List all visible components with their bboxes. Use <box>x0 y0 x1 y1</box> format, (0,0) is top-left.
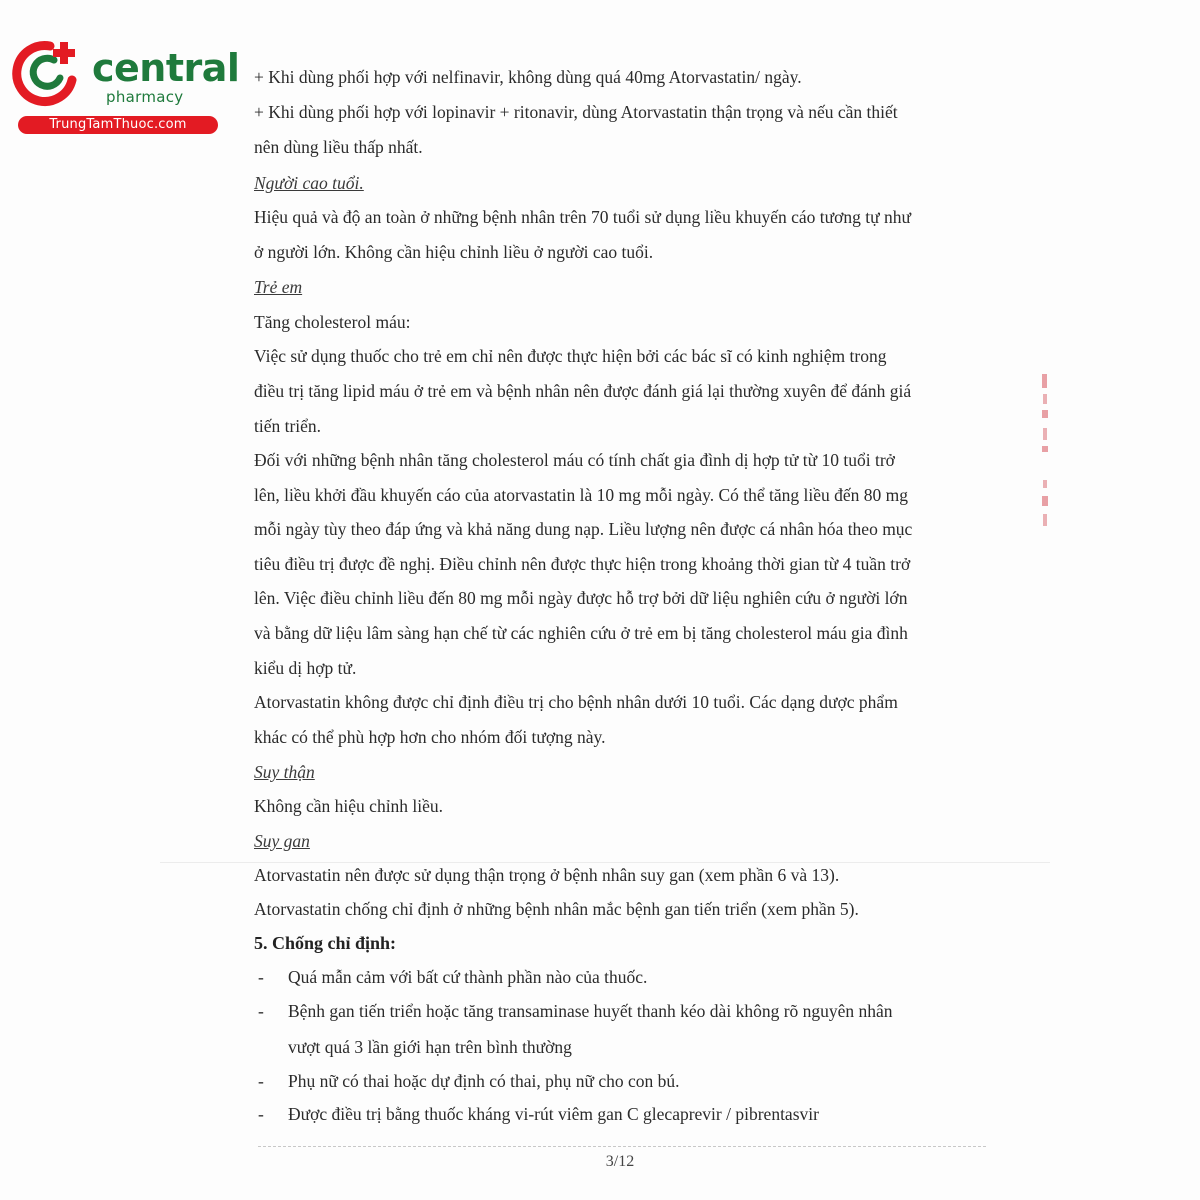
text-line: điều trị tăng lipid máu ở trẻ em và bệnh nhân nên được đánh giá lại thường xuyên để đánh giá <box>254 381 912 401</box>
text-line: Atorvastatin không được chỉ định điều trị cho bệnh nhân dưới 10 tuổi. Các dạng dược phẩm <box>254 692 898 712</box>
text-line: nên dùng liều thấp nhất. <box>254 137 423 157</box>
red-stamp-mark-icon <box>1038 372 1052 542</box>
list-dash: - <box>258 1001 264 1021</box>
text-line: + Khi dùng phối hợp với lopinavir + ritonavir, dùng Atorvastatin thận trọng và nếu cần thiết <box>254 102 898 122</box>
text-line: Atorvastatin chống chỉ định ở những bệnh nhân mắc bệnh gan tiến triển (xem phần 5). <box>254 899 859 919</box>
list-item-text: Được điều trị bằng thuốc kháng vi-rút viêm gan C glecaprevir / pibrentasvir <box>288 1104 819 1124</box>
scan-artifact-line <box>160 862 1050 863</box>
text-line: Đối với những bệnh nhân tăng cholesterol máu có tính chất gia đình dị hợp tử từ 10 tuổi trở <box>254 450 895 470</box>
section-heading-elderly: Người cao tuổi. <box>254 173 364 193</box>
list-item-text: Quá mẫn cảm với bất cứ thành phần nào của thuốc. <box>288 967 648 987</box>
pharmacy-cross-logo-icon <box>10 36 82 108</box>
text-line: + Khi dùng phối hợp với nelfinavir, không dùng quá 40mg Atorvastatin/ ngày. <box>254 67 802 87</box>
page-number: 3/12 <box>605 1153 635 1170</box>
brand-website-banner: TrungTamThuoc.com <box>18 116 218 134</box>
text-line: ở người lớn. Không cần hiệu chỉnh liều ở người cao tuổi. <box>254 242 654 262</box>
text-line: kiểu dị hợp tử. <box>254 658 357 678</box>
list-dash: - <box>258 1071 264 1091</box>
text-line: lên, liều khởi đầu khuyến cáo của atorvastatin là 10 mg mỗi ngày. Có thể tăng liều đến 80 mg <box>254 485 909 505</box>
list-item-text: Phụ nữ có thai hoặc dự định có thai, phụ nữ cho con bú. <box>288 1071 680 1091</box>
footer-divider <box>258 1146 986 1148</box>
text-line: Tăng cholesterol máu: <box>254 312 411 332</box>
text-line: lên. Việc điều chỉnh liều đến 80 mg mỗi ngày được hỗ trợ bởi dữ liệu nghiên cứu ở người lớn <box>254 588 908 608</box>
text-line: và bằng dữ liệu lâm sàng hạn chế từ các nghiên cứu ở trẻ em bị tăng cholesterol máu gia đình <box>254 623 908 643</box>
text-line: Atorvastatin nên được sử dụng thận trọng ở bệnh nhân suy gan (xem phần 6 và 13). <box>254 865 840 885</box>
section-heading-hepatic: Suy gan <box>254 831 310 851</box>
central-pharmacy-logo <box>10 36 240 136</box>
list-dash: - <box>258 1104 264 1124</box>
list-item-text: Bệnh gan tiến triển hoặc tăng transaminase huyết thanh kéo dài không rõ nguyên nhân <box>288 1001 893 1021</box>
text-line: mỗi ngày tùy theo đáp ứng và khả năng dung nạp. Liều lượng nên được cá nhân hóa theo mục <box>254 519 913 539</box>
section-heading-contraindications: 5. Chống chỉ định: <box>254 933 397 953</box>
text-line: Việc sử dụng thuốc cho trẻ em chỉ nên được thực hiện bởi các bác sĩ có kinh nghiệm trong <box>254 346 887 366</box>
text-line: Hiệu quả và độ an toàn ở những bệnh nhân trên 70 tuổi sử dụng liều khuyến cáo tương tự như <box>254 207 911 227</box>
list-dash: - <box>258 967 264 987</box>
text-line: tiêu điều trị được đề nghị. Điều chỉnh nên được thực hiện trong khoảng thời gian từ 4 tuần trở <box>254 554 911 574</box>
text-line: Không cần hiệu chỉnh liều. <box>254 796 444 816</box>
section-heading-children: Trẻ em <box>254 277 303 297</box>
section-heading-renal: Suy thận <box>254 762 315 782</box>
text-line: tiến triển. <box>254 416 322 436</box>
text-line: khác có thể phù hợp hơn cho nhóm đối tượng này. <box>254 727 606 747</box>
brand-tagline: pharmacy <box>106 88 184 106</box>
brand-name: central <box>92 46 240 90</box>
list-item-text: vượt quá 3 lần giới hạn trên bình thường <box>288 1037 572 1057</box>
